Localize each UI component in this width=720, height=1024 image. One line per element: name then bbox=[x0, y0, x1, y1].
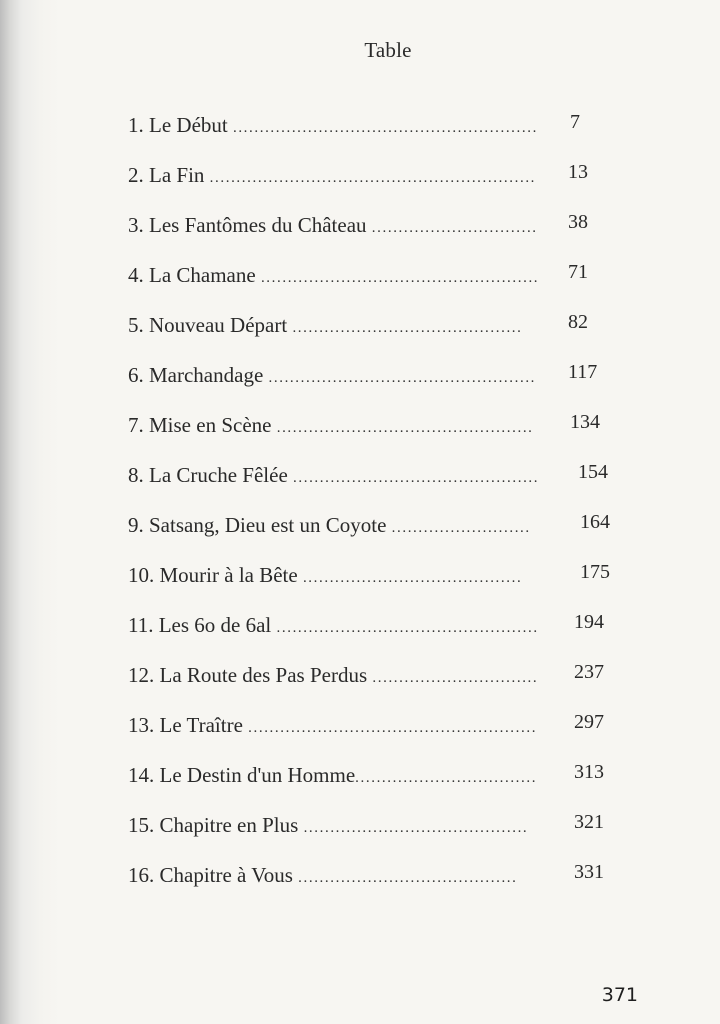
toc-entry-title: 10. Mourir à la Bête bbox=[128, 563, 298, 587]
toc-entry-title: 13. Le Traître bbox=[128, 713, 243, 737]
dot-leader: ......................................................... bbox=[232, 120, 538, 136]
toc-entry-page: 82 bbox=[568, 311, 588, 333]
book-gutter-shadow bbox=[0, 0, 60, 1024]
toc-entry-page: 117 bbox=[568, 361, 598, 383]
toc-entry-page: 13 bbox=[568, 161, 588, 183]
toc-entry bbox=[128, 657, 618, 707]
toc-entry bbox=[128, 407, 618, 457]
toc-entry-page: 164 bbox=[580, 511, 610, 533]
toc-entry-title: 9. Satsang, Dieu est un Coyote bbox=[128, 513, 387, 537]
dot-leader: ................................................ bbox=[276, 420, 534, 436]
dot-leader: .............................................. bbox=[293, 470, 540, 486]
toc-entry bbox=[128, 107, 618, 157]
toc-entry-page: 134 bbox=[570, 411, 600, 433]
toc-entry bbox=[128, 857, 618, 907]
table-of-contents bbox=[128, 107, 618, 907]
toc-entry bbox=[128, 507, 618, 557]
toc-entry bbox=[128, 357, 618, 407]
toc-entry bbox=[128, 757, 618, 807]
toc-entry bbox=[128, 707, 618, 757]
dot-leader: ...................................................... bbox=[248, 720, 538, 736]
toc-entry-title: 11. Les 6o de 6al bbox=[128, 613, 272, 637]
toc-entry-page: 194 bbox=[574, 611, 604, 633]
toc-entry-page: 321 bbox=[574, 811, 604, 833]
dot-leader: ........................................... bbox=[292, 320, 523, 336]
toc-entry-page: 154 bbox=[578, 461, 608, 483]
toc-entry bbox=[128, 557, 618, 607]
dot-leader: .................................................. bbox=[268, 370, 537, 386]
toc-entry-title: 2. La Fin bbox=[128, 163, 205, 187]
toc-entry bbox=[128, 307, 618, 357]
toc-entry-title: 7. Mise en Scène bbox=[128, 413, 272, 437]
dot-leader: ............................................................. bbox=[209, 170, 537, 186]
toc-entry-title: 8. La Cruche Fêlée bbox=[128, 463, 288, 487]
toc-entry bbox=[128, 257, 618, 307]
dot-leader: ............................... bbox=[371, 220, 538, 236]
toc-entry-title: 5. Nouveau Départ bbox=[128, 313, 288, 337]
toc-entry bbox=[128, 807, 618, 857]
toc-entry bbox=[128, 207, 618, 257]
dot-leader: ............................... bbox=[372, 670, 539, 686]
dot-leader: .......................................... bbox=[303, 820, 529, 836]
dot-leader: .................................................... bbox=[260, 270, 540, 286]
toc-entry-title: 6. Marchandage bbox=[128, 363, 264, 387]
toc-entry-title: 1. Le Début bbox=[128, 113, 228, 137]
toc-entry-page: 297 bbox=[574, 711, 604, 733]
toc-entry bbox=[128, 157, 618, 207]
page-number: 371 bbox=[601, 984, 638, 1006]
toc-entry-page: 7 bbox=[570, 111, 580, 133]
toc-entry-page: 313 bbox=[574, 761, 604, 783]
page-title: Table bbox=[364, 38, 412, 62]
toc-entry-title: 15. Chapitre en Plus bbox=[128, 813, 299, 837]
dot-leader: ................................................. bbox=[276, 620, 539, 636]
toc-entry-title: 4. La Chamane bbox=[128, 263, 256, 287]
toc-entry-title: 12. La Route des Pas Perdus bbox=[128, 663, 368, 687]
toc-entry-page: 38 bbox=[568, 211, 588, 233]
dot-leader: ......................................... bbox=[302, 570, 523, 586]
toc-entry-title: 14. Le Destin d'un Homme bbox=[128, 763, 356, 787]
dot-leader: .......................... bbox=[391, 520, 531, 536]
toc-entry-page: 331 bbox=[574, 861, 604, 883]
toc-entry bbox=[128, 457, 618, 507]
toc-entry bbox=[128, 607, 618, 657]
dot-leader: ......................................... bbox=[298, 870, 518, 886]
dot-leader: .................................. bbox=[355, 770, 538, 786]
toc-entry-page: 175 bbox=[580, 561, 610, 583]
toc-entry-page: 237 bbox=[574, 661, 604, 683]
toc-entry-title: 16. Chapitre à Vous bbox=[128, 863, 293, 887]
toc-entry-page: 71 bbox=[568, 261, 588, 283]
toc-entry-title: 3. Les Fantômes du Château bbox=[128, 213, 367, 237]
